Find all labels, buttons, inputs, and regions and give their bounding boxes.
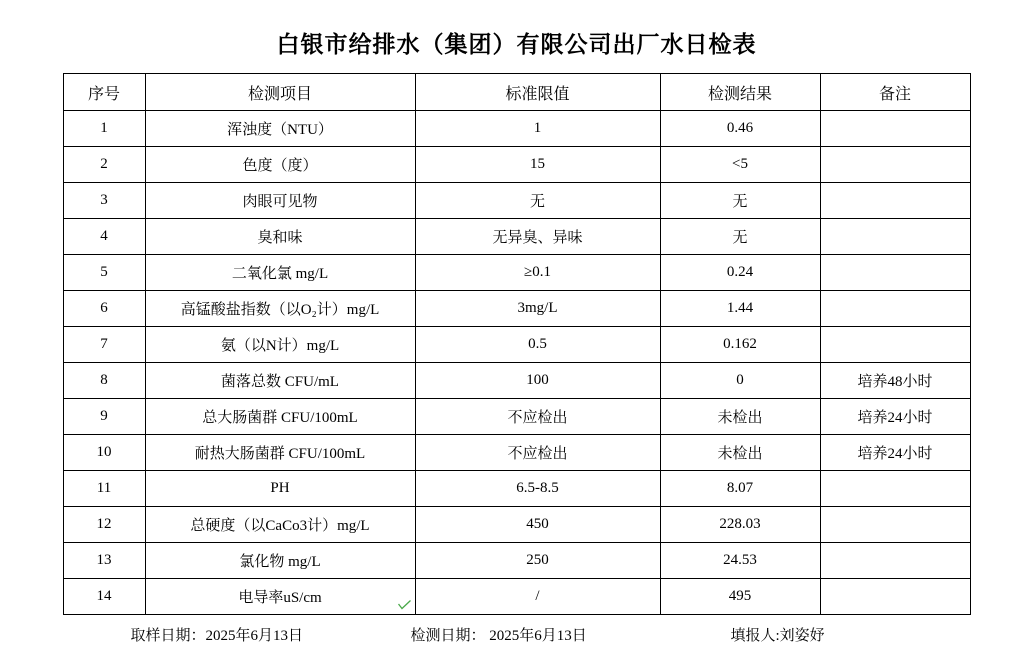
table-row bbox=[63, 543, 970, 579]
column-header-no: 序号 bbox=[63, 74, 145, 111]
cell-no: 4 bbox=[63, 219, 145, 255]
cell-limit: 15 bbox=[415, 147, 660, 183]
cell-limit: 6.5-8.5 bbox=[415, 471, 660, 507]
cell-no: 3 bbox=[63, 183, 145, 219]
page-title: 白银市给排水（集团）有限公司出厂水日检表 bbox=[276, 32, 757, 57]
cell-limit: 450 bbox=[415, 507, 660, 543]
cell-limit: 无异臭、异味 bbox=[415, 219, 660, 255]
cell-result: 1.44 bbox=[660, 291, 820, 327]
cell-result: 未检出 bbox=[660, 435, 820, 471]
column-header-result: 检测结果 bbox=[660, 74, 820, 111]
cell-no: 7 bbox=[63, 327, 145, 363]
cell-result: 无 bbox=[660, 183, 820, 219]
table-row bbox=[63, 219, 970, 255]
cell-result: 0.24 bbox=[660, 255, 820, 291]
cell-limit: 无 bbox=[415, 183, 660, 219]
cell-result: 495 bbox=[660, 579, 820, 615]
cell-item: 高锰酸盐指数（以O₂计）mg/L bbox=[145, 291, 415, 327]
cell-item: 菌落总数 CFU/mL bbox=[145, 363, 415, 399]
table-row bbox=[63, 471, 970, 507]
cell-no: 2 bbox=[63, 147, 145, 183]
cell-item: 二氧化氯 mg/L bbox=[145, 255, 415, 291]
cell-no: 12 bbox=[63, 507, 145, 543]
cell-result: 0.46 bbox=[660, 111, 820, 147]
daily-inspection-table bbox=[63, 73, 971, 615]
cell-note bbox=[820, 111, 970, 147]
table-row bbox=[63, 291, 970, 327]
cell-note bbox=[820, 579, 970, 615]
cell-limit: ≥0.1 bbox=[415, 255, 660, 291]
table-row bbox=[63, 399, 970, 435]
table-row bbox=[63, 147, 970, 183]
cell-result: 未检出 bbox=[660, 399, 820, 435]
cell-limit: 不应检出 bbox=[415, 399, 660, 435]
cell-no: 10 bbox=[63, 435, 145, 471]
table-row bbox=[63, 363, 970, 399]
cell-result: 228.03 bbox=[660, 507, 820, 543]
table-row bbox=[63, 255, 970, 291]
cell-item: 总硬度（以CaCo3计）mg/L bbox=[145, 507, 415, 543]
cell-result: 24.53 bbox=[660, 543, 820, 579]
cell-limit: 1 bbox=[415, 111, 660, 147]
cell-limit: 不应检出 bbox=[415, 435, 660, 471]
cell-limit: 3mg/L bbox=[415, 291, 660, 327]
table-header-row bbox=[63, 74, 970, 111]
cell-limit: 100 bbox=[415, 363, 660, 399]
cell-item: 总大肠菌群 CFU/100mL bbox=[145, 399, 415, 435]
cell-limit: / bbox=[415, 579, 660, 615]
cell-item: 臭和味 bbox=[145, 219, 415, 255]
table-row bbox=[63, 507, 970, 543]
column-header-item: 检测项目 bbox=[145, 74, 415, 111]
check-mark-icon bbox=[398, 600, 411, 610]
cell-note bbox=[820, 147, 970, 183]
cell-no: 5 bbox=[63, 255, 145, 291]
cell-no: 14 bbox=[63, 579, 145, 615]
cell-item: PH bbox=[145, 471, 415, 507]
cell-no: 6 bbox=[63, 291, 145, 327]
cell-item: 耐热大肠菌群 CFU/100mL bbox=[145, 435, 415, 471]
footer-row bbox=[81, 624, 953, 645]
cell-result: 无 bbox=[660, 219, 820, 255]
table-row bbox=[63, 579, 970, 615]
cell-note: 培养24小时 bbox=[820, 435, 970, 471]
cell-item: 浑浊度（NTU） bbox=[145, 111, 415, 147]
table-row bbox=[63, 435, 970, 471]
cell-no: 11 bbox=[63, 471, 145, 507]
table-row bbox=[63, 183, 970, 219]
column-header-limit: 标准限值 bbox=[415, 74, 660, 111]
filler-name: 填报人:刘姿妤 bbox=[730, 628, 825, 644]
table-row bbox=[63, 327, 970, 363]
cell-note bbox=[820, 471, 970, 507]
cell-note bbox=[820, 327, 970, 363]
cell-item: 肉眼可见物 bbox=[145, 183, 415, 219]
cell-no: 1 bbox=[63, 111, 145, 147]
cell-note bbox=[820, 183, 970, 219]
cell-item: 色度（度） bbox=[145, 147, 415, 183]
cell-item: 氨（以N计）mg/L bbox=[145, 327, 415, 363]
cell-limit: 0.5 bbox=[415, 327, 660, 363]
cell-result: <5 bbox=[660, 147, 820, 183]
cell-note bbox=[820, 543, 970, 579]
cell-item: 电导率uS/cm bbox=[145, 579, 415, 615]
cell-note bbox=[820, 219, 970, 255]
cell-note bbox=[820, 507, 970, 543]
cell-no: 9 bbox=[63, 399, 145, 435]
sampling-date: 取样日期：2025年6月13日 bbox=[130, 628, 304, 644]
cell-note: 培养24小时 bbox=[820, 399, 970, 435]
cell-no: 8 bbox=[63, 363, 145, 399]
cell-result: 0.162 bbox=[660, 327, 820, 363]
cell-note bbox=[820, 255, 970, 291]
cell-item: 氯化物 mg/L bbox=[145, 543, 415, 579]
testing-date: 检测日期： 2025年6月13日 bbox=[410, 628, 587, 644]
table-row bbox=[63, 111, 970, 147]
column-header-note: 备注 bbox=[820, 74, 970, 111]
cell-result: 0 bbox=[660, 363, 820, 399]
cell-result: 8.07 bbox=[660, 471, 820, 507]
cell-note bbox=[820, 291, 970, 327]
cell-no: 13 bbox=[63, 543, 145, 579]
cell-limit: 250 bbox=[415, 543, 660, 579]
cell-note: 培养48小时 bbox=[820, 363, 970, 399]
